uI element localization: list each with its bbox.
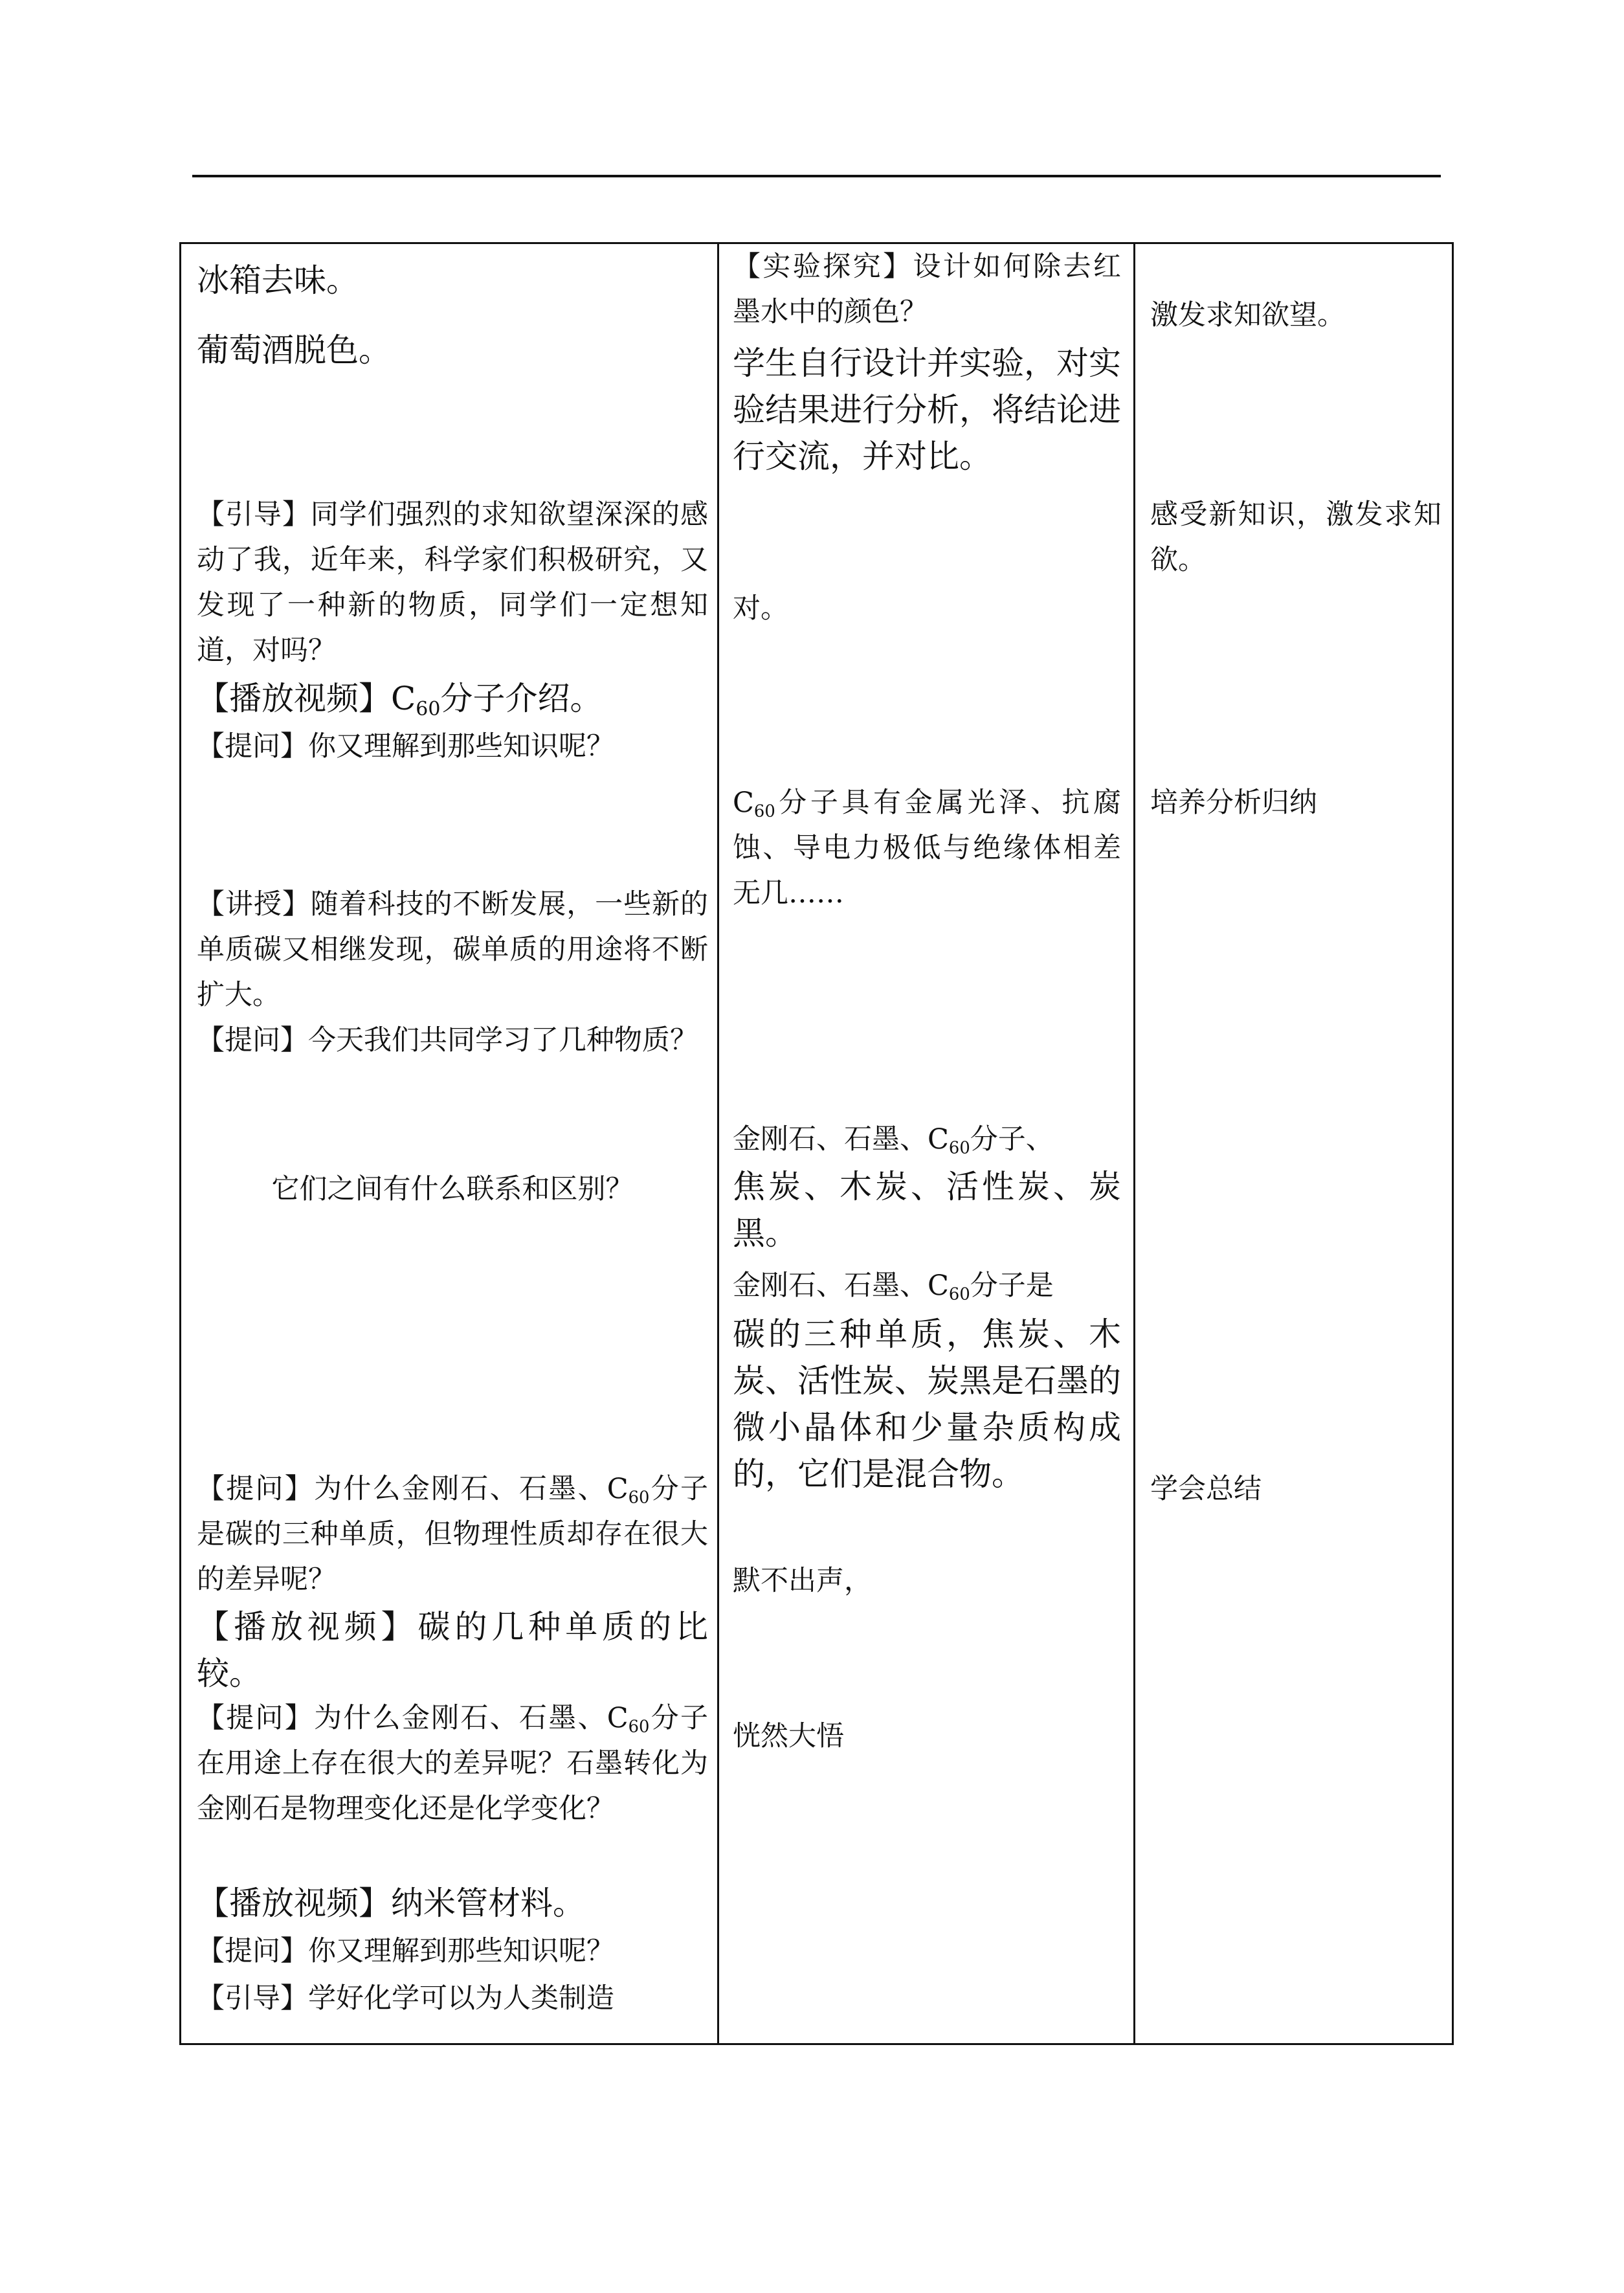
text-wine: 葡萄酒脱色。	[197, 331, 391, 369]
text-video-compare: 【播放视频】碳的几种单质的比较。	[197, 1608, 708, 1692]
text-answer-mixture: 碳的三种单质，焦炭、木炭、活性炭、炭黑是石墨的微小晶体和少量杂质构成的，它们是混合物。	[733, 1315, 1121, 1493]
text-guide-2: 【引导】学好化学可以为人类制造	[197, 1982, 614, 2015]
text-question-3: 它们之间有什么联系和区别？	[271, 1173, 634, 1205]
text-question-1: 【提问】你又理解到那些知识呢？	[197, 730, 614, 763]
text-student-design: 学生自行设计并实验，对实验结果进行分析，将结论进行交流，并对比。	[733, 344, 1121, 475]
text-question-4: 【提问】为什么金刚石、石墨、$C_{60}$分子是碳的三种单质，但物理性质却存在很大的差异呢？	[197, 1473, 709, 1596]
text-lecture: 【讲授】随着科技的不断发展，一些新的单质碳又相继发现，碳单质的用途将不断扩大。	[197, 888, 708, 1011]
text-guide-1: 【引导】同学们强烈的求知欲望深深的感动了我，近年来，科学家们积极研究，又发现了一种新的物质，同学们一定想知道，对吗？	[197, 498, 708, 667]
text-question-2: 【提问】今天我们共同学习了几种物质？	[197, 1024, 698, 1057]
lesson-table	[179, 242, 1454, 2045]
text-learn-summarize: 学会总结	[1150, 1473, 1262, 1505]
text-cultivate-analysis: 培养分析归纳	[1150, 787, 1317, 819]
text-answer-relation: 金刚石、石墨、$C_{60}$分子是	[733, 1270, 1054, 1304]
header-rule	[192, 175, 1441, 177]
text-answer-substances: 金刚石、石墨、$C_{60}$分子、	[733, 1123, 1054, 1158]
text-video-c60: 【播放视频】$C_{60}$分子介绍。	[197, 680, 603, 721]
text-silent: 默不出声，	[733, 1565, 872, 1597]
text-c60-properties: $C_{60}$分子具有金属光泽、抗腐蚀、导电力极低与绝缘体相差无几……	[733, 787, 1121, 910]
text-experiment: 【实验探究】设计如何除去红墨水中的颜色？	[733, 251, 1121, 328]
text-yes: 对。	[733, 592, 788, 625]
column-divider-2	[1133, 244, 1135, 2043]
text-stimulate-desire: 激发求知欲望。	[1150, 299, 1345, 331]
text-video-nanotube: 【播放视频】纳米管材料。	[197, 1885, 585, 1922]
text-realize: 恍然大悟	[733, 1720, 844, 1752]
text-fridge: 冰箱去味。	[197, 262, 359, 299]
text-feel-new-knowledge: 感受新知识，激发求知欲。	[1150, 498, 1441, 576]
text-question-5: 【提问】为什么金刚石、石墨、$C_{60}$分子在用途上存在很大的差异呢？石墨转化为金刚石是物理变化还是化学变化？	[197, 1702, 709, 1825]
column-divider-1	[717, 244, 719, 2043]
text-answer-carbons: 焦炭、木炭、活性炭、炭黑。	[733, 1168, 1121, 1252]
text-question-6: 【提问】你又理解到那些知识呢？	[197, 1935, 614, 1967]
